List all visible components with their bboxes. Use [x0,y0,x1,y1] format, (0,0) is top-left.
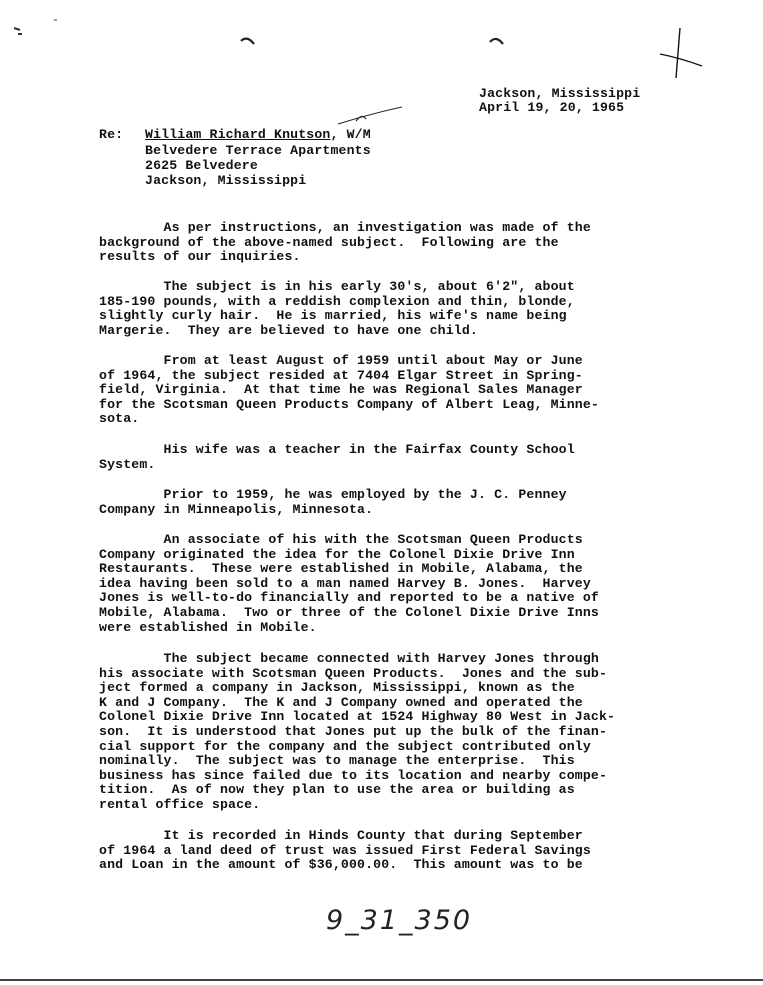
text-line: rental office space. [99,796,261,812]
paragraph-instructions [99,221,665,265]
text-line: As per instructions, an investigation was made of the [99,220,591,235]
text-line: Restaurants. These were established in Mobile, Alabama, the [99,561,583,577]
text-line: Mobile, Alabama. Two or three of the Colonel Dixie Drive Inns [99,604,599,620]
text-line: background of the above-named subject. Following are the [99,234,559,250]
text-line: ject formed a company in Jackson, Mississippi, known as the [99,680,575,696]
text-line: cial support for the company and the subject contributed only [99,738,591,754]
text-line: System. [99,456,156,472]
text-line: field, Virginia. At that time he was Regional Sales Manager [99,382,583,398]
text-line: his associate with Scotsman Queen Products. Jones and the sub- [99,665,608,681]
text-line: 185-190 pounds, with a reddish complexion and thin, blonde, [99,293,575,309]
re-address-line2: 2625 Belvedere [145,158,258,173]
mark-caret-2 [490,39,503,44]
text-line: idea having been sold to a man named Harvey B. Jones. Harvey [99,575,591,591]
mark-dash-1 [14,28,20,30]
text-line: nominally. The subject was to manage the enterprise. This [99,753,575,769]
text-line: son. It is understood that Jones put up the bulk of the finan- [99,723,608,739]
re-address-line1: Belvedere Terrace Apartments [145,143,371,158]
subject-name-suffix: , W/M [330,127,371,142]
text-line: business has since failed due to its location and nearby compe- [99,767,608,783]
paragraph-description [99,280,665,338]
bottom-edge-line [0,979,763,981]
text-line: The subject is in his early 30's, about 6'2", about [99,279,575,294]
text-line: of 1964 a land deed of trust was issued First Federal Savings [99,842,591,858]
re-label: Re: [99,127,124,142]
pen-stroke [338,107,402,124]
text-line: slightly curly hair. He is married, his wife's name being [99,308,567,324]
re-name-line [145,128,371,142]
header-date: April 19, 20, 1965 [479,100,625,115]
handwritten-file-number: 9_31_350 [326,905,473,936]
text-line: and Loan in the amount of $36,000.00. This amount was to be [99,857,583,873]
mark-caret-1 [241,39,254,44]
text-line: sota. [99,411,140,427]
text-line: of 1964, the subject resided at 7404 Elgar Street in Spring- [99,367,583,383]
re-address-line3: Jackson, Mississippi [145,173,307,188]
text-line: From at least August of 1959 until about May or June [99,353,583,368]
paragraph-residence [99,354,665,427]
handwritten-cross-vertical [676,28,680,78]
text-line: Company originated the idea for the Colonel Dixie Drive Inn [99,546,575,562]
text-line: Prior to 1959, he was employed by the J. C. Penney [99,487,567,502]
text-line: The subject became connected with Harvey Jones through [99,651,599,666]
paragraph-wife [99,443,665,472]
handwritten-cross-horizontal [660,54,702,66]
text-line: for the Scotsman Queen Products Company of Albert Leag, Minne- [99,396,599,412]
text-line: Margerie. They are believed to have one child. [99,322,478,338]
text-line: were established in Mobile. [99,619,317,635]
subject-name: William Richard Knutson [145,127,331,142]
text-line: results of our inquiries. [99,249,301,265]
text-line: tition. As of now they plan to use the area or building as [99,782,575,798]
text-line: K and J Company. The K and J Company owned and operated the [99,694,583,710]
paragraph-deed [99,829,665,873]
text-line: Colonel Dixie Drive Inn located at 1524 Highway 80 West in Jack- [99,709,616,725]
paragraph-associate [99,533,665,635]
text-line: His wife was a teacher in the Fairfax County School [99,442,575,457]
pen-loop [356,116,366,121]
header-place: Jackson, Mississippi [479,86,641,101]
paragraph-company [99,652,665,813]
paragraph-employment [99,488,665,517]
text-line: Company in Minneapolis, Minnesota. [99,501,374,517]
text-line: Jones is well-to-do financially and reported to be a native of [99,590,599,606]
text-line: An associate of his with the Scotsman Queen Products [99,532,583,547]
text-line: It is recorded in Hinds County that during September [99,828,583,843]
